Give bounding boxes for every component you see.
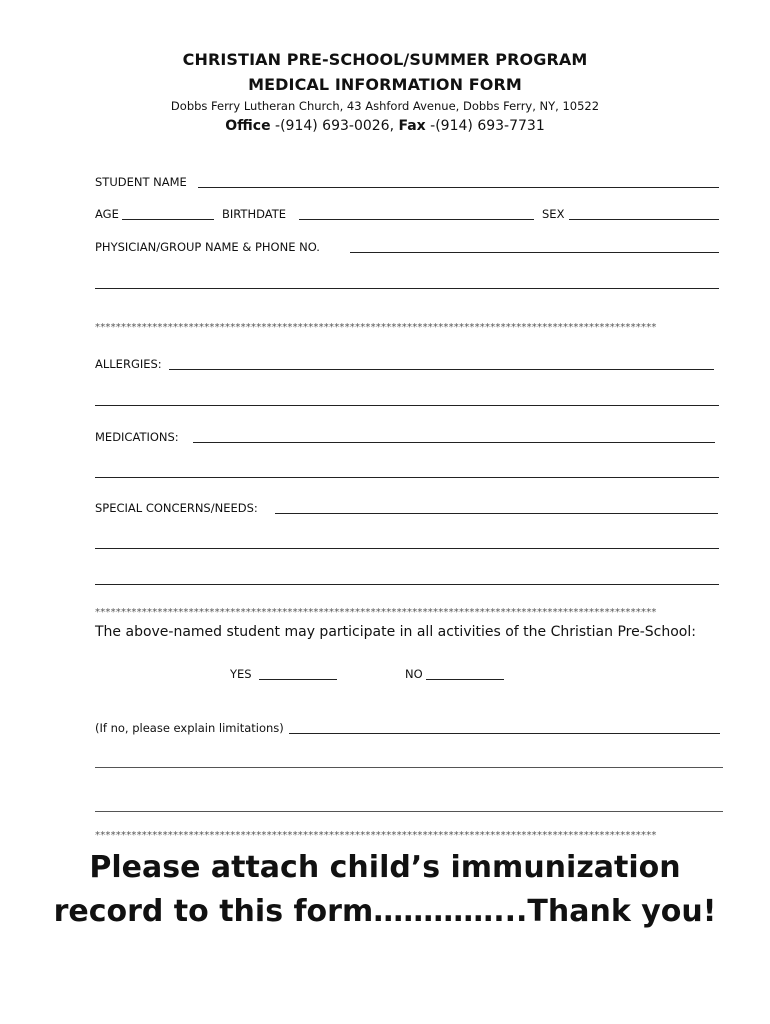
allergies-field-continued[interactable] [95, 405, 719, 406]
limitations-field-continued-2[interactable] [95, 811, 723, 812]
limitations-label: (If no, please explain limitations) [95, 721, 284, 735]
physician-field[interactable] [350, 252, 719, 253]
fax-phone: -(914) 693-7731 [430, 118, 545, 134]
closing-line1: Please attach child’s immunization [89, 850, 681, 885]
student-name-label: STUDENT NAME [95, 175, 187, 189]
allergies-label: ALLERGIES: [95, 357, 162, 371]
sex-label: SEX [542, 207, 565, 221]
special-concerns-field-continued-2[interactable] [95, 584, 719, 585]
age-field[interactable] [122, 219, 214, 220]
physician-field-continued[interactable] [95, 288, 719, 289]
medications-label: MEDICATIONS: [95, 430, 179, 444]
no-label: NO [405, 667, 423, 681]
church-address: Dobbs Ferry Lutheran Church, 43 Ashford Avenue, Dobbs Ferry, NY, 10522 [170, 99, 600, 113]
separator: ************************************************************************************************************ [95, 607, 657, 618]
special-concerns-field[interactable] [275, 513, 718, 514]
student-name-field[interactable] [198, 187, 719, 188]
medications-field[interactable] [193, 442, 715, 443]
yes-field[interactable] [259, 679, 337, 680]
office-phone: -(914) 693-0026, [275, 118, 395, 134]
form-title-line2: MEDICAL INFORMATION FORM [248, 75, 522, 94]
separator: ************************************************************************************************************ [95, 322, 657, 333]
fax-label: Fax [398, 118, 426, 134]
sex-field[interactable] [569, 219, 719, 220]
form-title-line1: CHRISTIAN PRE-SCHOOL/SUMMER PROGRAM [182, 50, 588, 69]
allergies-field[interactable] [169, 369, 714, 370]
special-concerns-field-continued-1[interactable] [95, 548, 719, 549]
office-label: Office [225, 118, 271, 134]
closing-line2: record to this form…………...Thank you! [53, 894, 717, 929]
physician-label: PHYSICIAN/GROUP NAME & PHONE NO. [95, 240, 320, 254]
birthdate-field[interactable] [299, 219, 534, 220]
age-label: AGE [95, 207, 119, 221]
participation-statement: The above-named student may participate in all activities of the Christian Pre-School: [95, 624, 696, 640]
yes-label: YES [230, 667, 252, 681]
birthdate-label: BIRTHDATE [222, 207, 287, 221]
limitations-field-continued-1[interactable] [95, 767, 723, 768]
no-field[interactable] [426, 679, 504, 680]
medications-field-continued[interactable] [95, 477, 719, 478]
limitations-field[interactable] [289, 733, 720, 734]
special-concerns-label: SPECIAL CONCERNS/NEEDS: [95, 501, 258, 515]
separator: ************************************************************************************************************ [95, 830, 657, 841]
contact-line [0, 118, 770, 134]
